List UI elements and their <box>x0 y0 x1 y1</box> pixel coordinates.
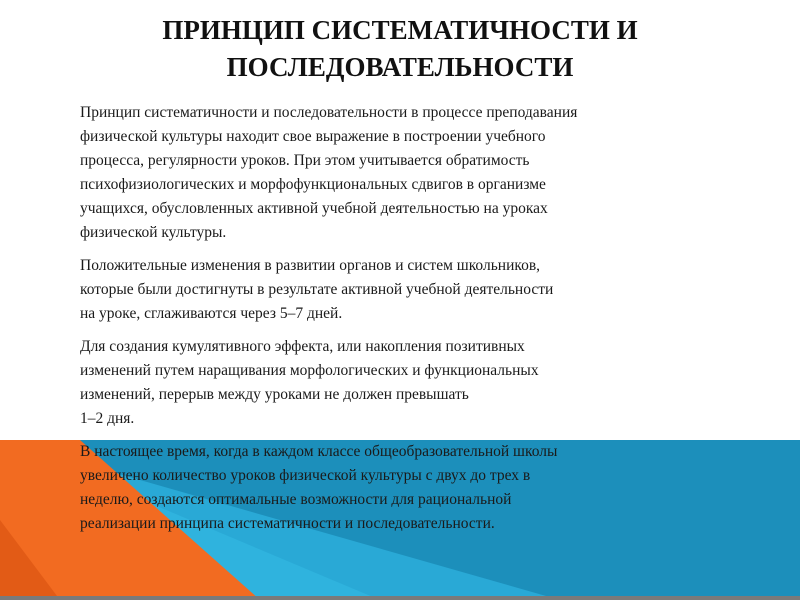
paragraph-positive-changes <box>80 254 730 326</box>
text-line: на уроке, сглаживаются через 5–7 дней. <box>80 305 343 322</box>
text-line: Для создания кумулятивного эффекта, или накопления позитивных <box>80 338 525 355</box>
text-line: Положительные изменения в развитии органов и систем школьников, <box>80 257 541 274</box>
text-line: увеличено количество уроков физической культуры с двух до трех в <box>80 467 531 484</box>
text-line: физической культуры находит свое выражение в построении учебного <box>80 128 546 145</box>
text-line: 1–2 дня. <box>80 410 135 427</box>
title-line: ПРИНЦИП СИСТЕМАТИЧНОСТИ И <box>162 15 638 45</box>
text-line: процесса, регулярности уроков. При этом учитывается обратимость <box>80 152 530 169</box>
text-line: неделю, создаются оптимальные возможности для рациональной <box>80 491 512 508</box>
bottom-gray-strip <box>0 596 800 600</box>
text-line: физической культуры. <box>80 224 227 241</box>
text-line: которые были достигнуты в результате активной учебной деятельности <box>80 281 554 298</box>
paragraph-principle <box>80 101 730 245</box>
text-line: В настоящее время, когда в каждом классе общеобразовательной школы <box>80 443 558 460</box>
text-line: реализации принципа систематичности и последовательности. <box>80 515 495 532</box>
title-line: ПОСЛЕДОВАТЕЛЬНОСТИ <box>226 52 574 82</box>
text-line: изменений путем наращивания морфологических и функциональных <box>80 362 539 379</box>
slide-title <box>40 12 760 86</box>
text-line: психофизиологических и морфофункциональных сдвигов в организме <box>80 176 546 193</box>
text-line: Принцип систематичности и последовательности в процессе преподавания <box>80 104 578 121</box>
slide-body <box>80 101 730 536</box>
text-line: изменений, перерыв между уроками не должен превышать <box>80 386 469 403</box>
text-line: учащихся, обусловленных активной учебной деятельностью на уроках <box>80 200 548 217</box>
paragraph-current-time <box>80 440 730 536</box>
paragraph-cumulative-effect <box>80 335 730 431</box>
